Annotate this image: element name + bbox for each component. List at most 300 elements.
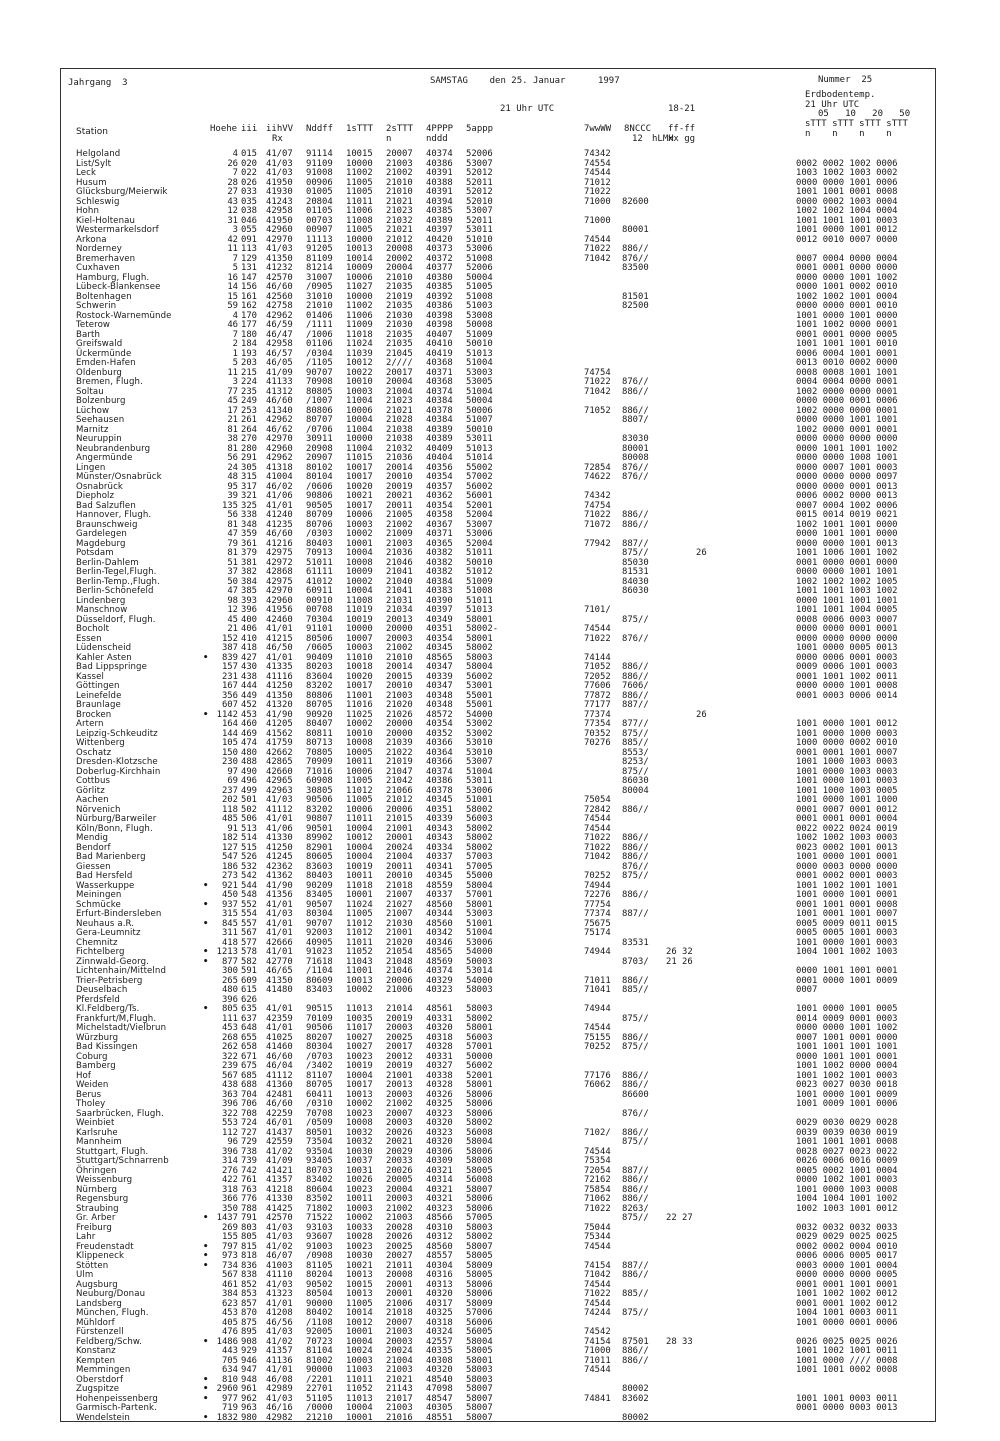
pressure: 40386 — [426, 301, 453, 311]
cloud-vis: 41025 — [266, 1032, 293, 1043]
station-name: Lübeck-Blankensee — [76, 282, 161, 292]
station-id: 946 — [241, 1355, 258, 1366]
pressure: 40389 — [426, 424, 453, 435]
temp-1s: 11018 — [346, 329, 373, 340]
station-height: 37 — [227, 567, 238, 577]
wind: /0606 — [306, 481, 333, 492]
station-id: 359 — [241, 529, 258, 539]
station-name: Bolzenburg — [76, 396, 126, 406]
station-id: 022 — [241, 168, 258, 178]
temp-2s: 21048 — [386, 956, 413, 967]
pressure: 40386 — [426, 776, 453, 786]
soil-temps: 0000 1001 1001 1001 — [796, 595, 898, 606]
wind: 80705 — [306, 700, 333, 710]
station-height: 46 — [227, 320, 238, 330]
station-height: 112 — [221, 1127, 238, 1138]
col-5appp: 5appp — [466, 124, 494, 134]
mountain-marker: • — [203, 1260, 209, 1271]
temp-1s: 11005 — [346, 187, 373, 197]
pressure: 40324 — [426, 1327, 453, 1337]
station-id: 170 — [241, 310, 258, 321]
soil-temps: 0007 0004 1002 0006 — [796, 500, 898, 511]
station-height: 438 — [221, 1080, 238, 1090]
station-height: 7 — [232, 329, 238, 340]
weather: 74154 — [584, 1336, 611, 1347]
station-id: 215 — [241, 367, 258, 378]
tendency: 57001 — [466, 1042, 493, 1052]
temp-2s: 20019 — [386, 1061, 413, 1071]
station-name: Meiningen — [76, 890, 122, 900]
cloud-vis: 42960 — [266, 595, 293, 606]
station-name: Bremerhaven — [76, 253, 136, 264]
station-name: Schmücke — [76, 899, 121, 910]
station-name: Angermünde — [76, 453, 133, 463]
station-name: Bamberg — [76, 1061, 116, 1071]
temp-2s: 2//// — [386, 358, 413, 368]
pressure: 48566 — [426, 1213, 453, 1223]
station-id: 474 — [241, 738, 258, 748]
station-name: Frankfurt/M,Flugh. — [76, 1013, 157, 1024]
station-name: Oldenburg — [76, 367, 122, 378]
station-height: 921 — [221, 880, 238, 891]
weather: 74754 — [584, 500, 611, 511]
station-height: 39 — [227, 491, 238, 501]
station-height: 453 — [221, 1308, 238, 1318]
station-id: 738 — [241, 1146, 258, 1157]
weather: 71011 — [584, 975, 611, 986]
temp-2s: 21006 — [386, 1298, 413, 1309]
pressure: 40371 — [426, 367, 453, 378]
temp-1s: 10000 — [346, 434, 373, 444]
temp-1s: 11011 — [346, 196, 373, 207]
wind: 90515 — [306, 1004, 333, 1014]
cloud-vis: 41/03 — [266, 1327, 293, 1337]
weather: 71052 — [584, 662, 611, 672]
temp-1s: 10001 — [346, 538, 373, 549]
wind: 80806 — [306, 690, 333, 701]
station-height: 366 — [221, 1194, 238, 1204]
wind: 83502 — [306, 1194, 333, 1204]
station-id: 193 — [241, 348, 258, 359]
station-name: Glücksburg/Meierwik — [76, 187, 168, 197]
wind: 71016 — [306, 766, 333, 777]
wind: 73504 — [306, 1137, 333, 1147]
station-height: 167 — [221, 681, 238, 691]
station-name: Kl.Feldberg/Ts. — [76, 1004, 140, 1014]
mountain-marker: • — [203, 899, 209, 910]
soil-temps: 0013 0010 0002 0000 — [796, 358, 898, 368]
cloud-vis: 41215 — [266, 633, 293, 644]
station-height: 81 — [227, 443, 238, 454]
temp-2s: 21018 — [386, 1308, 413, 1318]
temp-2s: 20000 — [386, 728, 413, 739]
station-id: 317 — [241, 481, 258, 492]
temp-1s: 10004 — [346, 586, 373, 596]
pressure: 40368 — [426, 377, 453, 387]
tendency: 50003 — [466, 956, 493, 967]
station-name: Potsdam — [76, 548, 114, 558]
col-station: Station — [76, 127, 108, 137]
station-height: 839 — [221, 652, 238, 663]
wind: 22701 — [306, 1384, 333, 1394]
weather: 74841 — [584, 1393, 611, 1404]
weather: 75675 — [584, 918, 611, 929]
cloud-vis: 41/03 — [266, 244, 293, 254]
temp-2s: 20013 — [386, 1080, 413, 1090]
tendency: 58005 — [466, 1270, 493, 1280]
pressure: 40354 — [426, 633, 453, 644]
soil-temps: 0000 0000 1001 1001 — [796, 567, 898, 577]
clouds: 885// — [622, 985, 649, 995]
temp-1s: 11005 — [346, 795, 373, 805]
tendency: 58001 — [466, 1355, 493, 1366]
station-name: Nürnberg — [76, 1184, 118, 1195]
station-id: 055 — [241, 225, 258, 235]
temp-2s: 21035 — [386, 282, 413, 292]
pressure: 40373 — [426, 244, 453, 254]
station-id: 615 — [241, 985, 258, 995]
wind: 80504 — [306, 1289, 333, 1299]
temp-2s: 20024 — [386, 842, 413, 853]
wind: /0905 — [306, 282, 333, 292]
temp-2s: 20014 — [386, 462, 413, 473]
temp-2s: 21036 — [386, 453, 413, 463]
temp-1s: 11043 — [346, 956, 373, 967]
temp-1s: 10006 — [346, 510, 373, 520]
pressure: 40343 — [426, 823, 453, 834]
wind: 90000 — [306, 1298, 333, 1309]
wind: /0605 — [306, 643, 333, 653]
temp-2s: 20004 — [386, 377, 413, 387]
tendency: 53007 — [466, 757, 493, 767]
tendency: 58007 — [466, 1393, 493, 1404]
clouds: 82600 — [622, 196, 649, 207]
station-id: 818 — [241, 1251, 258, 1261]
weather: 74544 — [584, 1023, 611, 1033]
tendency: 50004 — [466, 396, 493, 406]
tendency: 53010 — [466, 738, 493, 748]
tendency: 57005 — [466, 861, 493, 872]
temp-1s: 11006 — [346, 206, 373, 216]
soil-temps: 0015 0014 0019 0021 — [796, 510, 898, 520]
wind: 70109 — [306, 1013, 333, 1024]
station-id: 948 — [241, 1374, 258, 1385]
wind: 81104 — [306, 1346, 333, 1356]
pressure: 40323 — [426, 1108, 453, 1119]
cloud-vis: 41330 — [266, 1194, 293, 1204]
tendency: 51003 — [466, 301, 493, 311]
station-height: 12 — [227, 605, 238, 615]
station-height: 14 — [227, 282, 238, 292]
cloud-vis: 42570 — [266, 272, 293, 283]
station-name: Neuhaus a.R. — [76, 918, 135, 929]
pressure: 40347 — [426, 662, 453, 672]
station-name: Bad Marienberg — [76, 852, 146, 862]
temp-1s: 10006 — [346, 804, 373, 815]
mountain-marker: • — [203, 652, 209, 663]
tendency: 56002 — [466, 671, 493, 682]
clouds: 886// — [622, 1032, 649, 1043]
temp-2s: 20021 — [386, 491, 413, 501]
temp-1s: 10003 — [346, 1203, 373, 1214]
tendency: 51010 — [466, 234, 493, 245]
pressure: 48560 — [426, 1241, 453, 1252]
temp-1s: 10020 — [346, 671, 373, 682]
station-name: Nürburg/Barweiler — [76, 814, 157, 824]
station-name: Kiel-Holtenau — [76, 215, 136, 226]
cloud-vis: 41/06 — [266, 491, 293, 501]
cloud-vis: 41340 — [266, 405, 293, 416]
temp-2s: 21014 — [386, 1004, 413, 1014]
cloud-vis: 41350 — [266, 253, 293, 264]
station-id: 184 — [241, 339, 258, 349]
wind: 11113 — [306, 234, 333, 245]
temp-2s: 21004 — [386, 386, 413, 397]
pressure: 40377 — [426, 263, 453, 273]
station-id: 557 — [241, 918, 258, 929]
col-2sttt: 2sTTT — [386, 124, 414, 134]
temp-2s: 21021 — [386, 196, 413, 207]
temp-2s: 21022 — [386, 747, 413, 758]
temp-1s: 10002 — [346, 719, 373, 729]
cloud-vis: 41/03 — [266, 168, 293, 178]
temp-2s: 21007 — [386, 909, 413, 919]
wind: 80709 — [306, 510, 333, 520]
cloud-vis: 42560 — [266, 291, 293, 302]
weather: 75054 — [584, 795, 611, 805]
weather: 77176 — [584, 1070, 611, 1081]
pressure: 40378 — [426, 405, 453, 416]
station-height: 476 — [221, 1327, 238, 1337]
clouds: 8553/ — [622, 747, 649, 758]
station-id: 496 — [241, 776, 258, 786]
station-height: 845 — [221, 918, 238, 929]
cloud-vis: 42865 — [266, 757, 293, 767]
weather: 74754 — [584, 367, 611, 378]
wind: /0703 — [306, 1051, 333, 1062]
station-name: Lüdenscheid — [76, 643, 132, 653]
temp-2s: 21015 — [386, 814, 413, 824]
weather: 74544 — [584, 624, 611, 634]
station-height: 135 — [221, 500, 238, 511]
clouds: 886// — [622, 1127, 649, 1138]
clouds: 887// — [622, 700, 649, 710]
clouds: 875// — [622, 548, 649, 558]
station-height: 81 — [227, 548, 238, 558]
temp-2s: 21047 — [386, 766, 413, 777]
clouds: 80002 — [622, 1412, 649, 1423]
wind: /0304 — [306, 348, 333, 359]
station-name: Marnitz — [76, 424, 109, 435]
pressure: 40378 — [426, 785, 453, 796]
clouds: 886// — [622, 690, 649, 701]
station-id: 203 — [241, 358, 258, 368]
station-name: Ulm — [76, 1270, 94, 1280]
station-name: Greifswald — [76, 339, 123, 349]
cloud-vis: 46/02 — [266, 481, 293, 492]
temp-1s: 11005 — [346, 909, 373, 919]
wind: 82901 — [306, 842, 333, 853]
temp-2s: 21010 — [386, 177, 413, 188]
cloud-vis: 41243 — [266, 196, 293, 207]
tendency: 52006 — [466, 263, 493, 273]
station-height: 81 — [227, 424, 238, 435]
station-id: 427 — [241, 652, 258, 663]
tendency: 53003 — [466, 909, 493, 919]
soil-temps: 0000 0006 0001 0003 — [796, 652, 898, 663]
temp-1s: 10017 — [346, 472, 373, 482]
cloud-vis: 42481 — [266, 1089, 293, 1100]
station-id: 685 — [241, 1070, 258, 1081]
station-height: 4 — [232, 149, 238, 159]
temp-1s: 10030 — [346, 1146, 373, 1157]
station-id: 161 — [241, 291, 258, 302]
obs-time-label: 21 Uhr UTC — [500, 104, 555, 114]
tendency: 52004 — [466, 538, 493, 549]
station-height: 453 — [221, 1023, 238, 1033]
tendency: 58001 — [466, 614, 493, 625]
tendency: 52011 — [466, 215, 493, 226]
station-name: Freudenstadt — [76, 1241, 134, 1252]
temp-2s: 20003 — [386, 1194, 413, 1204]
station-height: 186 — [221, 861, 238, 872]
station-id: 514 — [241, 833, 258, 843]
soil-temps: 0000 1001 0002 0010 — [796, 282, 898, 292]
soil-temps: 1001 0000 1000 0003 — [796, 728, 898, 739]
cloud-vis: 42962 — [266, 453, 293, 463]
station-height: 450 — [221, 890, 238, 900]
wind: 83604 — [306, 671, 333, 682]
pressure: 40384 — [426, 415, 453, 425]
temp-1s: 10030 — [346, 1251, 373, 1261]
station-name: Leck — [76, 168, 97, 178]
station-id: 582 — [241, 956, 258, 967]
cloud-vis: 41/01 — [266, 899, 293, 910]
wind: 51105 — [306, 1393, 333, 1404]
station-name: Berlin-Schönefeld — [76, 586, 154, 596]
clouds: 87501 — [622, 1336, 649, 1347]
weather: 71000 — [584, 1346, 611, 1356]
pressure: 40310 — [426, 1222, 453, 1233]
soil-temps: 1000 0000 0002 0010 — [796, 738, 898, 748]
cloud-vis: 41425 — [266, 1203, 293, 1214]
station-height: 111 — [221, 1013, 238, 1024]
station-height: 96 — [227, 1137, 238, 1147]
wind: 80204 — [306, 1270, 333, 1280]
soil-temps: 0002 0002 0004 0010 — [796, 1241, 898, 1252]
station-id: 836 — [241, 1260, 258, 1271]
station-name: Bad Hersfeld — [76, 871, 133, 881]
temp-1s: 11002 — [346, 301, 373, 311]
clouds: 886// — [622, 1070, 649, 1081]
pressure: 40325 — [426, 1099, 453, 1109]
temp-1s: 11005 — [346, 1298, 373, 1309]
pressure: 48547 — [426, 1393, 453, 1404]
temp-1s: 10019 — [346, 614, 373, 625]
soil-temps: 1002 1001 1001 0000 — [796, 519, 898, 530]
tendency: 58006 — [466, 1099, 493, 1109]
wind: 81109 — [306, 253, 333, 264]
station-height: 363 — [221, 1089, 238, 1100]
station-height: 314 — [221, 1156, 238, 1166]
tendency: 50006 — [466, 405, 493, 416]
wind: 70913 — [306, 548, 333, 558]
cloud-vis: 41357 — [266, 1346, 293, 1356]
clouds: 876// — [622, 472, 649, 482]
tendency: 55000 — [466, 871, 493, 881]
station-height: 1 — [232, 348, 238, 359]
station-height: 239 — [221, 1061, 238, 1071]
wind: 80805 — [306, 386, 333, 397]
station-height: 24 — [227, 462, 238, 473]
station-height: 1486 — [216, 1336, 238, 1347]
wind: 91003 — [306, 1241, 333, 1252]
pressure: 40327 — [426, 1061, 453, 1071]
station-height: 315 — [221, 909, 238, 919]
station-id: 438 — [241, 671, 258, 682]
pressure: 48561 — [426, 1004, 453, 1014]
soil-temps: 0000 1002 1001 0003 — [796, 1175, 898, 1185]
soil-temps: 0001 0001 1001 0001 — [796, 1279, 898, 1290]
wind: 80707 — [306, 415, 333, 425]
temp-1s: 10008 — [346, 1118, 373, 1128]
soil-temps: 1001 1002 1002 0012 — [796, 1289, 898, 1299]
station-id: 853 — [241, 1289, 258, 1299]
soil-temps: 0006 0006 0005 0017 — [796, 1251, 898, 1261]
temp-2s: 21038 — [386, 434, 413, 444]
clouds: 886// — [622, 852, 649, 862]
col-nddff: Nddff — [306, 124, 334, 134]
temp-2s: 21020 — [386, 937, 413, 948]
soil-temps: 0029 0030 0029 0028 — [796, 1118, 898, 1128]
pressure: 48565 — [426, 947, 453, 957]
soil-temps: 1001 1000 1003 0005 — [796, 785, 898, 796]
soil-temps: 0000 0000 0000 0097 — [796, 472, 898, 482]
pressure: 40313 — [426, 1279, 453, 1290]
tendency: 50010 — [466, 424, 493, 435]
soil-temps: 0023 0027 0030 0018 — [796, 1080, 898, 1090]
temp-1s: 11011 — [346, 814, 373, 824]
station-name: Bad Kissingen — [76, 1042, 138, 1052]
wind: 90209 — [306, 880, 333, 891]
temp-1s: 10015 — [346, 1279, 373, 1290]
soil-temps: 0000 1001 1001 0001 — [796, 966, 898, 976]
weather: 71022 — [584, 633, 611, 644]
tendency: 52001 — [466, 1070, 493, 1081]
station-id: 763 — [241, 1184, 258, 1195]
station-height: 79 — [227, 538, 238, 549]
station-id: 626 — [241, 994, 258, 1005]
station-name: Coburg — [76, 1051, 108, 1062]
station-height: 553 — [221, 1118, 238, 1128]
soil-temps: 0000 0000 0001 0001 — [796, 624, 898, 634]
station-id: 929 — [241, 1346, 258, 1356]
station-name: Boltenhagen — [76, 291, 132, 302]
station-name: Bocholt — [76, 624, 110, 634]
station-id: 261 — [241, 415, 258, 425]
temp-1s: 11016 — [346, 700, 373, 710]
wind: 81214 — [306, 263, 333, 273]
table-row — [76, 1319, 926, 1329]
station-height: 350 — [221, 1203, 238, 1214]
station-name: Teterow — [76, 320, 111, 330]
pressure: 40374 — [426, 966, 453, 976]
soil-temps: 1001 1002 1001 0011 — [796, 1346, 898, 1356]
clouds: 886// — [622, 1355, 649, 1366]
temp-2s: 21003 — [386, 1365, 413, 1375]
temp-2s: 20033 — [386, 1156, 413, 1166]
soil-temps: 0005 0009 0011 0015 — [796, 918, 898, 929]
